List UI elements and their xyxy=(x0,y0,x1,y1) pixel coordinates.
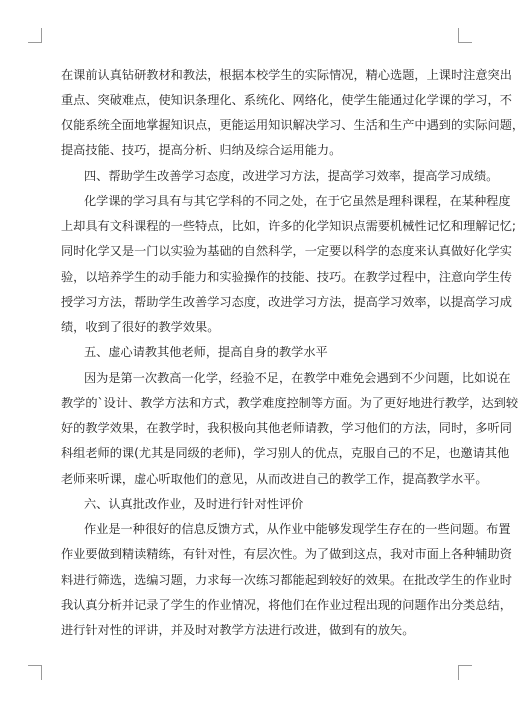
text-line: 科组老师的课(尤其是同级的老师)，学习别人的优点，克服自己的不足，也邀请其他 xyxy=(61,446,510,460)
crop-mark-top-left-v xyxy=(41,28,42,43)
crop-mark-top-left-h xyxy=(28,42,42,43)
text-line: 仅能系统全面地掌握知识点，更能运用知识解决学习、生活和生产中遇到的实际问题， xyxy=(61,118,524,132)
text-line: 料进行筛选，选编习题，力求每一次练习都能起到较好的效果。在批改学生的作业时 xyxy=(61,573,512,587)
section-heading: 五、虚心请教其他老师，提高自身的教学水平 xyxy=(84,345,328,359)
text-line: 作业要做到精读精练，有针对性，有层次性。为了做到这点，我对市面上各种辅助资 xyxy=(61,547,512,561)
text-line: 教学的`设计、教学方法和方式，教学难度控制等方面。为了更好地进行教学，达到较 xyxy=(61,396,519,410)
text-line: 同时化学又是一门以实验为基础的自然科学，一定要以科学的态度来认真做好化学实 xyxy=(61,244,512,258)
text-line: 授学习方法，帮助学生改善学习态度，改进学习方法，提高学习效率，以提高学习成 xyxy=(61,295,512,309)
text-line: 上却具有文科课程的一些特点，比如，许多的化学知识点需要机械性记忆和理解记忆; xyxy=(61,219,517,233)
section-heading: 四、帮助学生改善学习态度，改进学习方法，提高学习效率，提高学习成绩。 xyxy=(84,169,499,183)
text-line: 进行针对性的评讲，并及时对教学方法进行改进，做到有的放矢。 xyxy=(61,623,415,637)
section-heading: 六、认真批改作业，及时进行针对性评价 xyxy=(84,497,304,511)
text-line: 化学课的学习具有与其它学科的不同之处，在于它虽然是理科课程，在某种程度 xyxy=(84,194,511,208)
text-line: 作业是一种很好的信息反馈方式，从作业中能够发现学生存在的一些问题。布置 xyxy=(84,522,511,536)
crop-mark-top-right-v xyxy=(458,28,459,43)
text-line: 绩，收到了很好的教学效果。 xyxy=(61,320,220,334)
crop-mark-top-right-h xyxy=(458,42,472,43)
crop-mark-bottom-right-v xyxy=(458,665,459,680)
text-line: 好的教学效果，在教学时，我积极向其他老师请教，学习他们的方法，同时，多听同 xyxy=(61,421,512,435)
text-line: 提高技能、技巧，提高分析、归纳及综合运用能力。 xyxy=(61,143,342,157)
crop-mark-bottom-right-h xyxy=(458,665,472,666)
text-line: 重点、突破难点，使知识条理化、系统化、网络化，使学生能通过化学课的学习，不 xyxy=(61,93,512,107)
text-line: 在课前认真钻研教材和教法，根据本校学生的实际情况，精心选题，上课时注意突出 xyxy=(61,68,512,82)
text-line: 验，以培养学生的动手能力和实验操作的技能、技巧。在教学过程中，注意向学生传 xyxy=(61,270,512,284)
text-line: 我认真分析并记录了学生的作业情况，将他们在作业过程出现的问题作出分类总结， xyxy=(61,598,512,612)
crop-mark-bottom-left-h xyxy=(28,665,42,666)
text-line: 因为是第一次教高一化学，经验不足，在教学中难免会遇到不少问题，比如说在 xyxy=(84,371,511,385)
text-line: 老师来听课，虚心听取他们的意见，从而改进自己的教学工作，提高教学水平。 xyxy=(61,472,488,486)
crop-mark-bottom-left-v xyxy=(41,665,42,680)
